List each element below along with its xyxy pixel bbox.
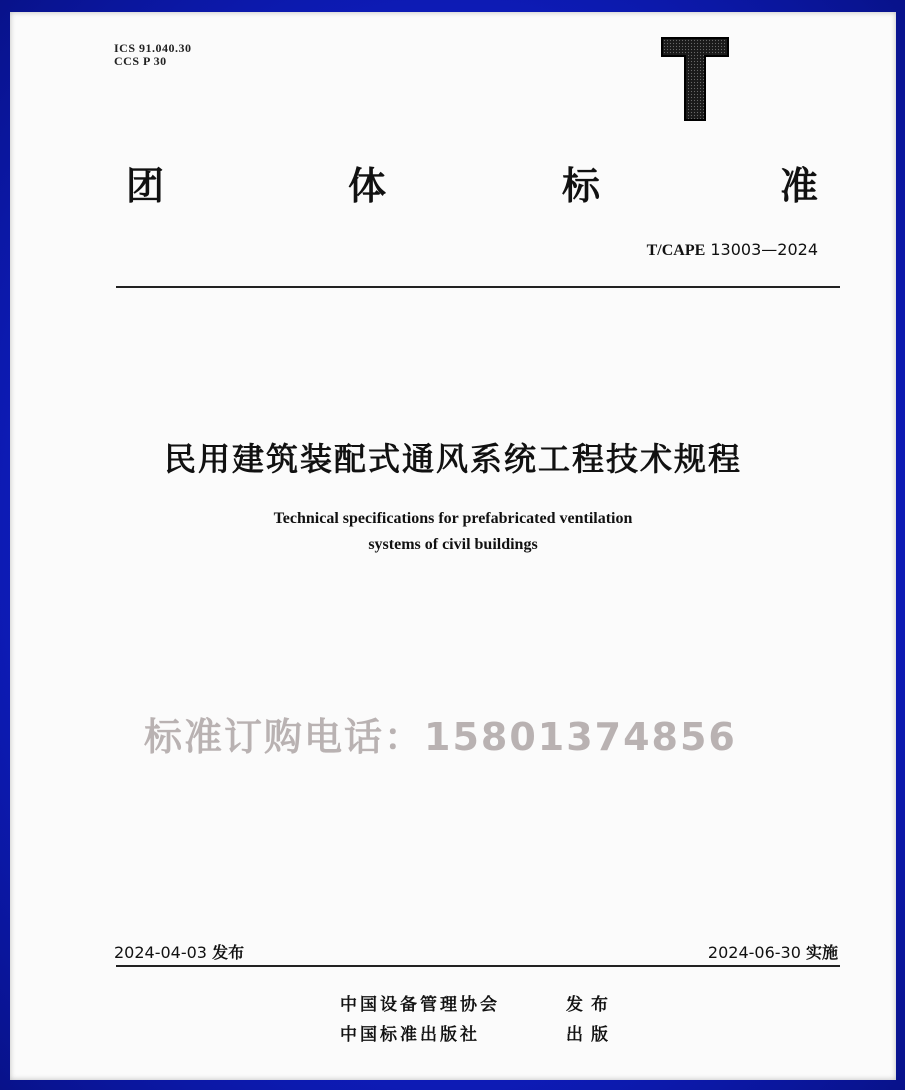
standard-type-char-4: 准 <box>780 164 819 208</box>
publisher-name: 中国设备管理协会 <box>340 995 500 1015</box>
classification-codes <box>114 42 192 68</box>
ccs-code: CCS P 30 <box>114 54 167 68</box>
order-phone-watermark: 标准订购电话：15801374856 <box>144 715 737 759</box>
issue-label: 发布 <box>212 943 245 962</box>
issue-date: 2024-04-03 <box>114 943 207 962</box>
issue-date-line <box>114 940 244 963</box>
implement-label: 实施 <box>805 943 838 962</box>
standard-number-value: 13003—2024 <box>710 240 818 259</box>
standard-number <box>647 240 818 260</box>
standard-type-char-3: 标 <box>562 164 601 208</box>
standard-type-char-1: 团 <box>126 164 165 208</box>
standard-type-heading <box>10 164 896 214</box>
title-english <box>10 506 896 558</box>
press-action: 出版 <box>566 1025 616 1045</box>
standard-number-prefix: T/CAPE <box>646 242 706 259</box>
publisher-action: 发布 <box>566 995 616 1015</box>
implement-date-line <box>708 940 838 963</box>
title-english-line-1: Technical specifications for prefabricated ventilation <box>273 510 633 527</box>
header-divider <box>116 286 840 288</box>
ics-code: ICS 91.040.30 <box>114 41 192 55</box>
implement-date: 2024-06-30 <box>707 943 801 962</box>
document-page <box>10 12 896 1080</box>
standard-type-char-2: 体 <box>348 164 387 208</box>
group-standard-t-logo <box>660 36 730 122</box>
press-name: 中国标准出版社 <box>340 1025 480 1045</box>
footer-divider <box>116 965 840 967</box>
title-english-line-2: systems of civil buildings <box>368 536 538 553</box>
title-chinese: 民用建筑装配式通风系统工程技术规程 <box>163 440 742 478</box>
